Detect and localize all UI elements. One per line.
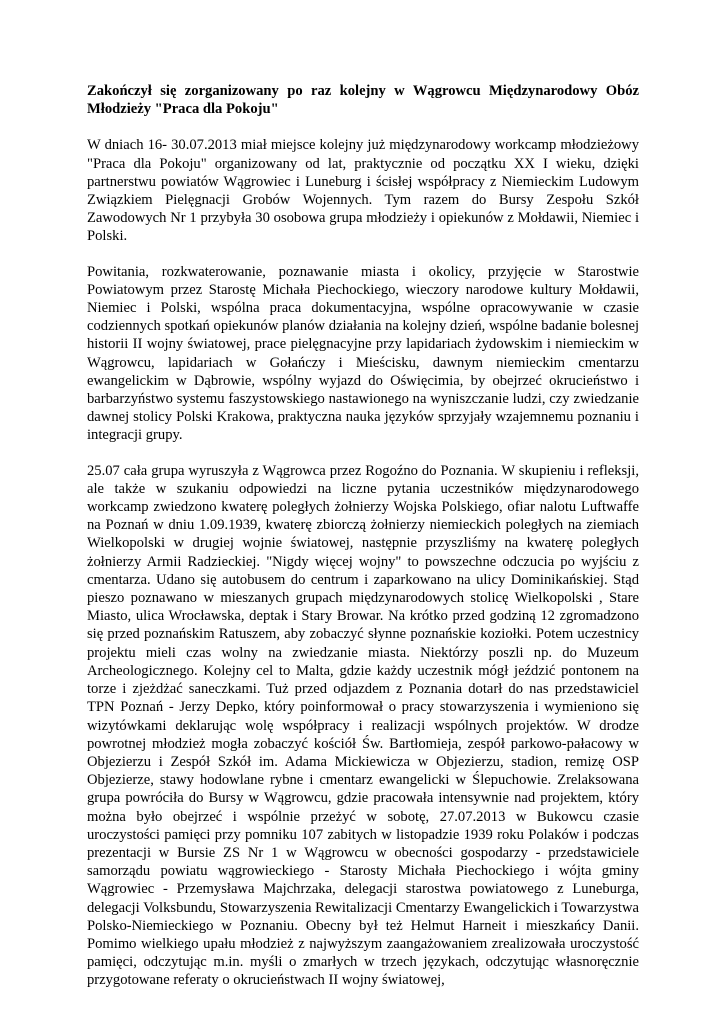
paragraph-activities: Powitania, rozkwaterowanie, poznawanie miasta i okolicy, przyjęcie w Starostwie Powiatowym przez Starostę Michała Piechockiego, wieczory narodowe kultury Mołdawii, Niemiec i Polski, wspólna praca dokumentacyjna, wspólne opracowywanie w czasie codziennych spotkań opiekunów planów działania na kolejny dzień, wspólne badanie bolesnej historii II wojny światowej, prace pielęgnacyjne przy lapidariach żydowskim i niemieckim w Wągrowcu, lapidariach w Gołańczy i Mieścisku, dawnym niemieckim cmentarzu ewangelickim w Dąbrowie, wspólny wyjazd do Oświęcimia, by obejrzeć okrucieństwo i barbarzyństwo systemu faszystowskiego nastawionego na wyniszczanie ludzi, czy zwiedzanie dawnej stolicy Polski Krakowa, praktyczna nauka języków sprzyjały wzajemnemu poznaniu i integracji grupy. bbox=[87, 263, 639, 444]
document-title: Zakończył się zorganizowany po raz kolejny w Wągrowcu Międzynarodowy Obóz Młodzieży "Praca dla Pokoju" bbox=[87, 83, 639, 118]
paragraph-intro: W dniach 16- 30.07.2013 miał miejsce kolejny już międzynarodowy workcamp młodzieżowy "Praca dla Pokoju" organizowany od lat, praktycznie od początku XX I wieku, dzięki partnerstwu powiatów Wągrowiec i Luneburg i ścisłej współpracy z Niemieckim Ludowym Związkiem Pielęgnacji Grobów Wojennych. Tym razem do Bursy Zespołu Szkół Zawodowych Nr 1 przybyła 30 osobowa grupa młodzieży i opiekunów z Mołdawii, Niemiec i Polski. bbox=[87, 137, 639, 245]
paragraph-poznan-trip: 25.07 cała grupa wyruszyła z Wągrowca przez Rogoźno do Poznania. W skupieniu i refleksji, ale także w szukaniu odpowiedzi na liczne pytania uczestników międzynarodowego workcamp zwiedzono kwaterę poległych żołnierzy Wojska Polskiego, ofiar nalotu Luftwaffe na Poznań w dniu 1.09.1939, kwaterę zbiorczą żołnierzy niemieckich poległych na ziemiach Wielkopolski w drugiej wojnie światowej, następnie przyszliśmy na kwaterę poległych żołnierzy Armii Radzieckiej. "Nigdy więcej wojny" to powszechne odczucia po wyjściu z cmentarza. Udano się autobusem do centrum i zaparkowano na ulicy Dominikańskiej. Stąd pieszo poznawano w mieszanych grupach międzynarodowych stolicę Wielkopolski , Stare Miasto, ulica Wrocławska, deptak i Stary Browar. Na krótko przed godziną 12 zgromadzono się przed poznańskim Ratuszem, aby zobaczyć słynne poznańskie koziołki. Potem uczestnicy projektu mieli czas wolny na zwiedzanie miasta. Niektórzy poszli np. do Muzeum Archeologicznego. Kolejny cel to Malta, gdzie każdy uczestnik mógł jeździć pontonem na torze i zjeżdżać saneczkami. Tuż przed odjazdem z Poznania dotarł do nas przedstawiciel TPN Poznań - Jerzy Depko, który poinformował o pracy stowarzyszenia i wymieniono się wizytówkami deklarując wolę współpracy i realizacji wspólnych projektów. W drodze powrotnej młodzież mogła zobaczyć kościół Św. Bartłomieja, zespół parkowo-pałacowy w Objezierzu i Zespół Szkół im. Adama Mickiewicza w Objezierzu, stadion, remizę OSP Objezierze, stawy hodowlane rybne i cmentarz ewangelicki w Ślepuchowie. Zrelaksowana grupa powróciła do Bursy w Wągrowcu, gdzie pracowała intensywnie nad projektem, który można było obejrzeć i wspólnie przeżyć w sobotę, 27.07.2013 w Bukowcu czasie uroczystości pamięci przy pomniku 107 zabitych w listopadzie 1939 roku Polaków i podczas prezentacji w Bursie ZS Nr 1 w Wągrowcu w obecności gospodarzy - przedstawiciele samorządu powiatu wągrowieckiego - Starosty Michała Piechockiego i wójta gminy Wągrowiec - Przemysława Majchrzaka, delegacji starostwa powiatowego z Luneburga, delegacji Volksbundu, Stowarzyszenia Rewitalizacji Cmentarzy Ewangelickich i Towarzystwa Polsko-Niemieckiego w Poznaniu. Obecny był też Helmut Harneit i mieszkańcy Danii. Pomimo wielkiego upału młodzież z najwyższym zaangażowaniem zrealizowała uroczystość pamięci, odczytując m.in. myśli o zmarłych w trzech językach, odczytując własnoręcznie przygotowane referaty o okrucieństwach II wojny światowej, bbox=[87, 462, 639, 989]
document-page bbox=[87, 82, 639, 990]
